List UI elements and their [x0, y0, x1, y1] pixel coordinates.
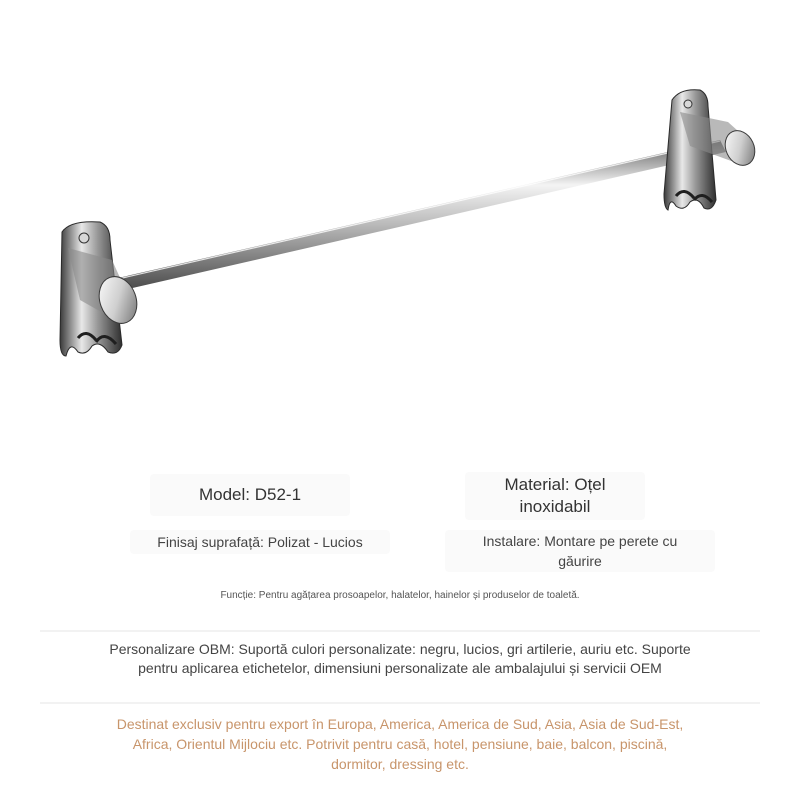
- obm-paragraph: [30, 640, 770, 678]
- divider: [40, 630, 760, 632]
- export-line-2: Africa, Orientul Mijlociu etc. Potrivit pentru casă, hotel, pensiune, baie, balcon, piscină,: [132, 736, 668, 752]
- export-line-1: Destinat exclusiv pentru export în Europa, America, America de Sud, Asia, Asia de Sud-Est,: [116, 716, 684, 732]
- towel-rod: [118, 140, 726, 290]
- model-label: [150, 474, 350, 516]
- install-label: [445, 530, 715, 572]
- export-line-3: dormitor, dressing etc.: [331, 756, 469, 772]
- obm-line-1: Personalizare OBM: Suportă culori personalizate: negru, lucios, gri artilerie, auriu etc. Suporte: [109, 641, 691, 657]
- right-bracket: [664, 90, 760, 210]
- divider: [40, 702, 760, 704]
- finish-text: Finisaj suprafață: Polizat - Lucios: [157, 534, 363, 550]
- material-line-2: inoxidabil: [519, 497, 591, 516]
- material-label: [465, 472, 645, 520]
- finish-label: [130, 530, 390, 554]
- install-line-2: găurire: [558, 553, 602, 569]
- export-paragraph: [40, 714, 760, 774]
- left-bracket: [60, 222, 143, 356]
- material-line-1: Material: Oțel: [504, 475, 606, 494]
- function-text: Funcție: Pentru agățarea prosoapelor, halatelor, hainelor și produselor de toaletă.: [220, 590, 580, 601]
- model-text: Model: D52-1: [198, 485, 302, 504]
- obm-line-2: pentru aplicarea etichetelor, dimensiuni personalizate ale ambalajului și servicii OEM: [138, 660, 662, 676]
- install-line-1: Instalare: Montare pe perete cu: [482, 533, 678, 549]
